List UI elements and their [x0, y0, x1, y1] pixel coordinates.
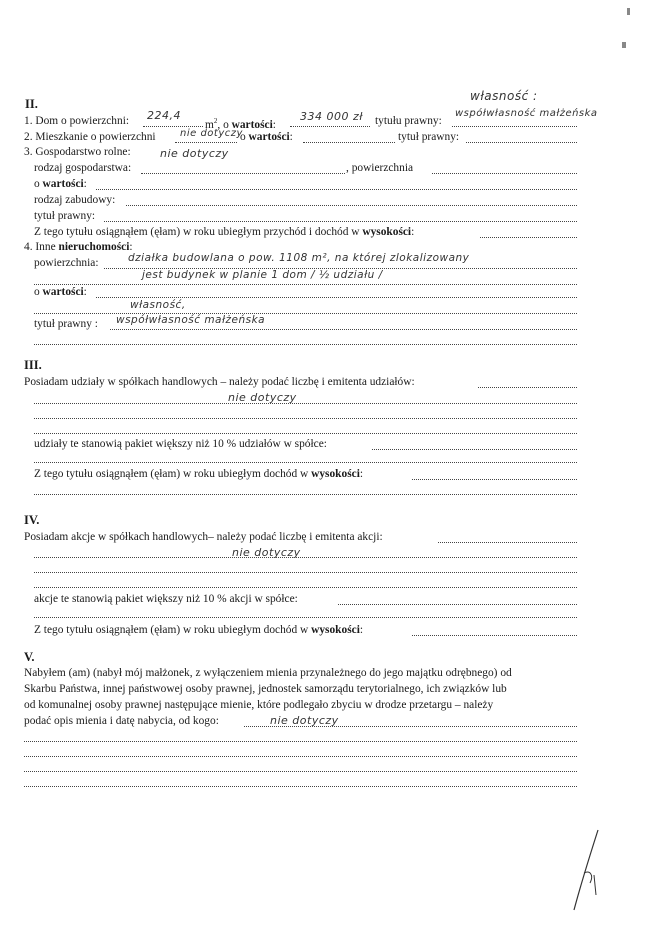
- section-iii-header: III.: [24, 358, 42, 372]
- akcje-dochod-dots: [412, 635, 577, 636]
- scan-mark: [622, 42, 626, 48]
- udzialy-dochod-label: Z tego tytułu osiągnąłem (ęłam) w roku ubiegłym dochód w wysokości:: [34, 468, 364, 480]
- mieszkanie-value-dots: [303, 142, 395, 143]
- akcje-dots-2: [34, 557, 577, 558]
- gosp-income-label: Z tego tytułu osiągnąłem (ęłam) w roku ubiegłym przychód i dochód w wysokości:: [34, 226, 415, 238]
- handwritten-mieszkanie-area: nie dotyczy: [180, 128, 243, 139]
- inne-area-dots-2: [34, 284, 577, 285]
- gosp-value-label: o wartości:: [34, 178, 87, 190]
- akcje-label: Posiadam akcje w spółkach handlowych– należy podać liczbę i emitenta akcji:: [24, 531, 383, 543]
- gosp-income-dots: [480, 237, 577, 238]
- mieszkanie-title-dots: [466, 142, 577, 143]
- dom-value-label: $m^2$, o wartości:: [205, 117, 276, 131]
- handwritten-inne-title: współwłasność małżeńska: [116, 314, 266, 326]
- mieszkanie-label: 2. Mieszkanie o powierzchni: [24, 131, 156, 143]
- akcje-dots: [438, 542, 577, 543]
- udzialy-pakiet-dots: [372, 449, 577, 450]
- nabycie-text-2: Skarbu Państwa, innej państwowej osoby prawnej, jednostek samorządu terytorialnego, ich związków lub: [24, 683, 507, 695]
- handwritten-inne-line2: jest budynek w planie 1 dom / ½ udziału /: [142, 269, 383, 281]
- handwritten-akcje: nie dotyczy: [232, 546, 301, 559]
- udzialy-pakiet-label: udziały te stanowią pakiet większy niż 10 % udziałów w spółce:: [34, 438, 327, 450]
- udzialy-dochod-dots-2: [34, 494, 577, 495]
- udzialy-dochod-dots: [412, 479, 577, 480]
- nabycie-dots-4: [24, 771, 577, 772]
- dom-value-dots: [290, 126, 370, 127]
- udzialy-dots-4: [34, 433, 577, 434]
- nabycie-dots-3: [24, 756, 577, 757]
- nabycie-text-4: podać opis mienia i datę nabycia, od kogo:: [24, 715, 219, 727]
- inne-area-label: powierzchnia:: [34, 257, 99, 269]
- inne-value-dots: [96, 297, 577, 298]
- udzialy-dots-2: [34, 403, 577, 404]
- akcje-dots-3: [34, 572, 577, 573]
- mieszkanie-value-label: o wartości:: [240, 131, 293, 143]
- inne-title-label: tytuł prawny :: [34, 318, 98, 330]
- akcje-pakiet-label: akcje te stanowią pakiet większy niż 10 % akcji w spółce:: [34, 593, 298, 605]
- akcje-pakiet-dots-2: [34, 617, 577, 618]
- signature-stroke-icon: [560, 825, 610, 915]
- rodzaj-gospodarstwa-dots: [141, 173, 345, 174]
- dom-title-label: tytułu prawny:: [375, 115, 442, 127]
- handwritten-udzialy: nie dotyczy: [228, 391, 297, 404]
- powierzchnia-label: , powierzchnia: [346, 162, 414, 174]
- udzialy-pakiet-dots-2: [34, 462, 577, 463]
- section-iv-header: IV.: [24, 513, 40, 527]
- akcje-dots-4: [34, 587, 577, 588]
- handwritten-inne-ownership: własność,: [130, 299, 186, 311]
- akcje-pakiet-dots: [338, 604, 577, 605]
- zabudowa-dots: [126, 205, 577, 206]
- inne-title-dots: [110, 329, 577, 330]
- nabycie-dots-2: [24, 741, 577, 742]
- rodzaj-gospodarstwa-label: rodzaj gospodarstwa:: [34, 162, 132, 174]
- nabycie-text-3: od komunalnej osoby prawnej następujące mienie, które podlegało zbyciu w drodze przetargu – należy: [24, 699, 494, 711]
- gosp-title-label: tytuł prawny:: [34, 210, 96, 222]
- inne-nieruchomosci-label: 4. Inne nieruchomości:: [24, 241, 133, 253]
- inne-title-dots-2: [34, 344, 577, 345]
- scan-mark: [627, 8, 630, 15]
- handwritten-inne-line1: działka budowlana o pow. 1108 m², na której zlokalizowany: [128, 252, 470, 264]
- handwritten-gospodarstwo: nie dotyczy: [160, 147, 229, 160]
- nabycie-text-1: Nabyłem (am) (nabył mój małżonek, z wyłączeniem mienia przynależnego do jego majątku odrębnego) od: [24, 667, 512, 679]
- gosp-value-dots: [96, 189, 577, 190]
- dom-title-dots: [452, 126, 577, 127]
- udzialy-label: Posiadam udziały w spółkach handlowych – należy podać liczbę i emitenta udziałów:: [24, 376, 415, 388]
- handwritten-dom-title: współwłasność małżeńska: [455, 108, 598, 119]
- section-v-header: V.: [24, 650, 35, 664]
- udzialy-dots-3: [34, 418, 577, 419]
- udzialy-dots: [478, 387, 577, 388]
- powierzchnia-dots: [432, 173, 577, 174]
- zabudowa-label: rodzaj zabudowy:: [34, 194, 116, 206]
- mieszkanie-area-dots: [175, 142, 237, 143]
- dom-label: 1. Dom o powierzchni:: [24, 115, 130, 127]
- gospodarstwo-label: 3. Gospodarstwo rolne:: [24, 146, 131, 158]
- gosp-title-dots: [104, 221, 577, 222]
- inne-value-label: o wartości:: [34, 286, 87, 298]
- handwritten-ownership-note: własność :: [470, 89, 538, 103]
- akcje-dochod-label: Z tego tytułu osiągnąłem (ęłam) w roku ubiegłym dochód w wysokości:: [34, 624, 364, 636]
- section-ii-header: II.: [25, 97, 38, 111]
- handwritten-dom-area: 224,4: [147, 109, 181, 122]
- nabycie-dots-5: [24, 786, 577, 787]
- handwritten-nabycie: nie dotyczy: [270, 714, 339, 727]
- mieszkanie-title-label: tytuł prawny:: [398, 131, 460, 143]
- dom-area-dots: [143, 126, 203, 127]
- handwritten-dom-value: 334 000 zł: [300, 110, 363, 123]
